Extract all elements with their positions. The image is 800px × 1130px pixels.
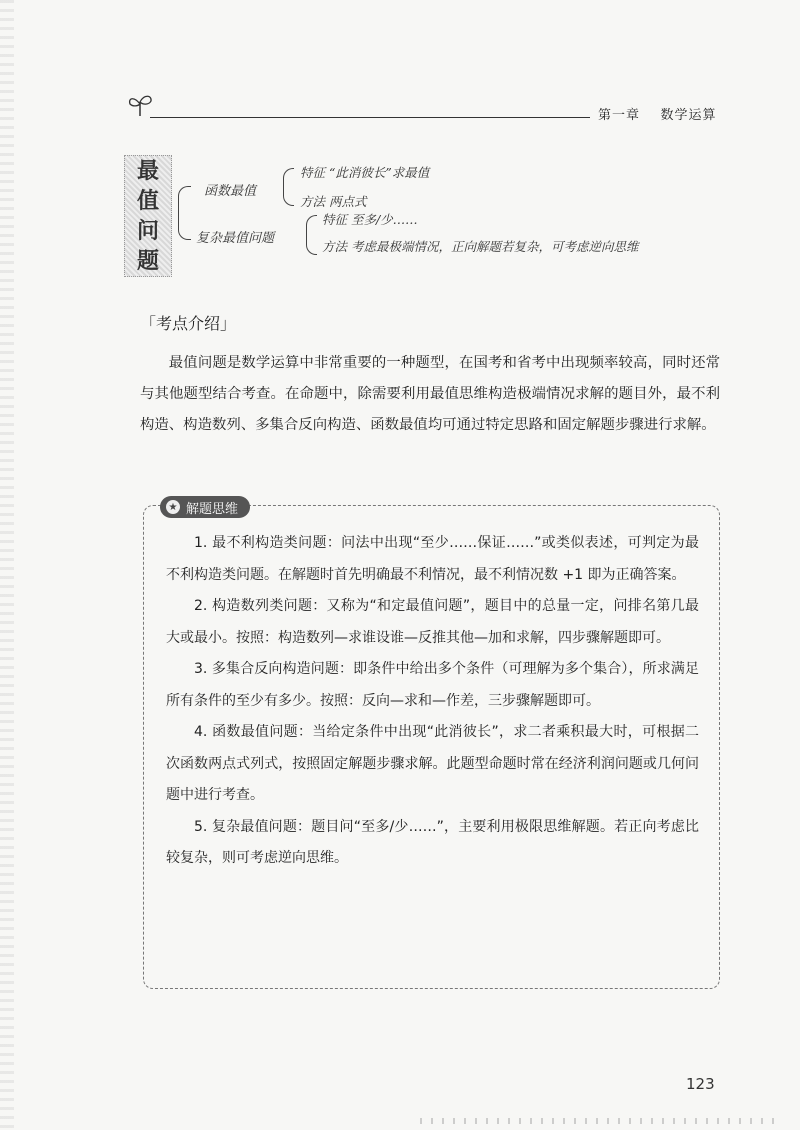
branch-complex-max: 复杂最值问题 (196, 231, 275, 246)
thinking-item: 2. 构造数列类问题：又称为“和定最值问题”，题目中的总量一定，问排名第几最大或最小。按照：构造数列—求谁设谁—反推其他—加和求解，四步骤解题即可。 (166, 598, 699, 646)
thinking-badge (160, 496, 250, 518)
branch2-method: 方法 考虑最极端情况，正向解题若复杂，可考虑逆向思维 (322, 239, 639, 254)
thinking-content (166, 528, 699, 875)
header-rule (150, 117, 590, 118)
root-char: 题 (136, 248, 159, 274)
root-char: 最 (136, 158, 159, 184)
section-heading: 「考点介绍」 (140, 314, 237, 333)
chapter-title: 数学运算 (660, 108, 717, 123)
branch1-feature: 特征 “此消彼长”求最值 (300, 165, 430, 180)
thinking-item: 3. 多集合反向构造问题：即条件中给出多个条件（可理解为多个集合），所求满足所有条件的至少有多少。按照：反向—求和—作差，三步骤解题即可。 (166, 661, 699, 709)
intro-paragraph (140, 348, 720, 441)
root-brace (178, 186, 191, 240)
mindmap-root (124, 155, 172, 277)
badge-label: 解题思维 (186, 501, 239, 517)
intro-text: 最值问题是数学运算中非常重要的一种题型，在国考和省考中出现频率较高，同时还常与其他题型结合考查。在命题中，除需要利用最值思维构造极端情况求解的题目外，最不利构造、构造数列、多集合反向构造、函数最值均可通过特定思路和固定解题步骤进行求解。 (140, 355, 720, 433)
branch-function-max: 函数最值 (204, 184, 257, 199)
scan-edge (0, 0, 14, 1130)
branch1-brace (283, 168, 294, 206)
root-char: 值 (136, 188, 159, 214)
chapter-label: 第一章 (598, 108, 641, 123)
running-header (598, 104, 717, 123)
thinking-item: 1. 最不利构造类问题：问法中出现“至少……保证……”或类似表述，可判定为最不利构造类问题。在解题时首先明确最不利情况，最不利情况数 +1 即为正确答案。 (166, 535, 699, 583)
sprout-icon (126, 92, 154, 118)
thinking-item: 4. 函数最值问题：当给定条件中出现“此消彼长”，求二者乘积最大时，可根据二次函数两点式列式，按照固定解题步骤求解。此题型命题时常在经济利润问题或几何问题中进行考查。 (166, 724, 699, 803)
branch2-brace (306, 215, 317, 255)
page-number: 123 (686, 1075, 715, 1093)
branch1-method: 方法 两点式 (300, 194, 367, 209)
star-icon: ★ (166, 500, 180, 514)
root-char: 问 (136, 218, 159, 244)
scan-artifact (420, 1118, 780, 1124)
branch2-feature: 特征 至多/少…… (322, 212, 418, 227)
thinking-item: 5. 复杂最值问题：题目问“至多/少……”，主要利用极限思维解题。若正向考虑比较复杂，则可考虑逆向思维。 (166, 818, 699, 866)
